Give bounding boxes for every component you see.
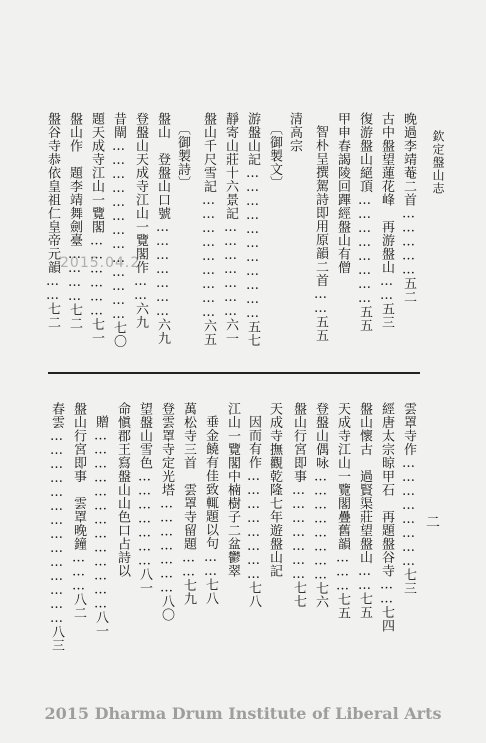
toc-page-number: 五七 [245,320,260,347]
toc-page-number: 六五 [201,319,216,346]
toc-page-number: 六九 [133,302,148,329]
toc-entry-title: 天成寺撫觀乾隆七年遊盤山記 [267,402,282,578]
toc-leader-dots: …… [45,274,60,302]
toc-leader-dots: ……………… [89,233,104,318]
toc-page-number: 五二 [401,276,416,304]
toc-entry [336,112,349,274]
footer-watermark: 2015 Dharma Drum Institute of Liberal Arts [44,704,442,723]
toc-page-number: 八三 [49,625,64,652]
toc-entry-title: 〔御製詩〕 [175,122,190,190]
toc-entry-title: 垂金饒有佳致輒題以句 [203,415,218,550]
toc-page-number: 七七 [291,581,306,608]
toc-entry-title: 清高宗 [287,112,302,153]
toc-entry [116,402,129,578]
toc-entry-title: 題天成寺江山一覽閣 [89,112,104,234]
toc-entry-title: 天成寺江山一覽閣疊舊韻 [335,402,350,551]
toc-entry-title: 昔閘 [111,112,126,139]
toc-leader-dots: ………………… [291,483,306,581]
toc-entry [176,122,189,190]
toc-page-number: 七〇 [111,321,126,348]
toc-entry-title: 復游盤山絕頂 [357,112,372,193]
toc-entry [358,402,371,619]
toc-entry [247,415,260,608]
toc-entry-title: 望盤山雪色 [137,402,152,470]
toc-entry-title: 盤山作 題李靖舞劍臺 [67,112,82,247]
toc-entry [72,402,85,620]
toc-page-number: 七五 [357,592,372,619]
toc-entry-title: 贈 [93,415,108,429]
toc-entry [314,402,327,609]
date-stamp-watermark: 2015.04.2 [60,255,141,271]
toc-leader-dots: …… [379,274,394,302]
toc-leader-dots: …… [203,550,218,578]
toc-leader-dots: …… [181,550,196,579]
toc-entry-title: 盤谷寺恭依皇祖仁皇帝元韻 [45,112,60,274]
toc-entry [314,125,327,342]
toc-leader-dots: ………………… [223,220,238,318]
toc-leader-dots: ………………………………… [93,428,108,611]
toc-page-number: 五三 [379,302,394,329]
toc-entry-title: 古中盤望蓮花峰 再游盤山 [379,112,394,274]
toc-page-number: 六九 [155,318,170,345]
toc-leader-dots: …………………………… [245,166,260,320]
toc-entry [246,112,259,347]
toc-leader-dots: …… [357,564,372,592]
toc-leader-dots: ………………… [159,496,174,595]
toc-page-number: 七四 [379,605,394,633]
toc-entry-title: 游盤山記 [245,112,260,166]
toc-page-number: 七六 [313,581,328,609]
toc-entry-title: 盤山千尺雪記 [201,112,216,193]
toc-entry-title: 萬松寺三首 雲罩寺留題 [181,402,196,551]
toc-entry [358,112,371,332]
toc-entry [156,112,169,345]
toc-entry-title: 晚過李靖菴二首 [401,112,416,207]
toc-entry [50,402,63,652]
toc-page-number: 七八 [203,578,218,605]
toc-leader-dots: …… [313,287,328,315]
toc-entry [292,402,305,608]
toc-leader-dots: …… [133,274,148,302]
toc-leader-dots: …………………… [357,193,372,305]
toc-entry-title: 登盤山偶咏 [313,402,328,470]
book-title: 欽定盤山志 [431,130,445,195]
toc-entry-title: 甲申春謁陵回蹕經盤山有僧 [335,112,350,274]
toc-entry-title: 春雲 [49,402,64,429]
toc-entry [226,402,239,578]
toc-entry [202,112,215,346]
toc-entry-title: 因而有作 [246,415,261,469]
toc-leader-dots: …… [379,577,394,606]
toc-entry [402,402,415,595]
toc-entry-title: 命愼郡王寫盤山山色口占詩以 [115,402,130,578]
toc-entry-title: 靜寄山莊十六景記 [223,112,238,220]
toc-entry [204,415,217,605]
toc-entry-title: 經唐太宗晾甲石 再題盤谷寺 [379,402,394,578]
section-divider [48,372,420,374]
toc-page-number: 六一 [223,318,238,345]
toc-entry-title: 智朴呈撰駕詩即用原韻二首 [313,125,328,287]
toc-page-number: 八一 [93,610,108,638]
toc-entry [46,112,59,329]
toc-page-number: 七八 [246,581,261,608]
toc-entry [160,402,173,622]
toc-leader-dots: …………………… [313,469,328,582]
toc-entry [380,402,393,633]
toc-leader-dots: ………………… [155,220,170,318]
toc-page-number: 七二 [67,303,82,330]
toc-entry [288,112,301,153]
toc-leader-dots: ……………………… [201,193,216,319]
toc-entry [138,402,151,595]
toc-leader-dots: …………………… [401,456,416,568]
toc-entry [94,415,107,638]
toc-entry-title: 盤山 登盤山口號 [155,112,170,220]
toc-page-number: 八一 [137,567,152,595]
toc-entry [134,112,147,329]
toc-page-number: 五五 [357,305,372,332]
toc-leader-dots: ……… [71,550,86,593]
toc-leader-dots: ……… [335,550,350,593]
toc-entry-title: 〔御製文〕 [267,122,282,190]
toc-leader-dots: ………………………………… [111,139,126,321]
toc-page-number: 七九 [181,578,196,606]
toc-entry-title: 盤山懷古 過賢渠莊望盤山 [357,402,372,564]
toc-leader-dots: ………… [67,247,82,303]
toc-entry [268,122,281,190]
toc-page-number: 八〇 [159,594,174,622]
toc-entry [68,112,81,330]
toc-page-number: 七一 [89,317,104,345]
toc-leader-dots: …………………… [246,469,261,581]
toc-page-number: 七五 [335,592,350,620]
toc-entry-title: 登盤山天成寺江山一覽閣作 [133,112,148,274]
toc-entry-title: 雲罩寺作 [401,402,416,456]
toc-leader-dots: …………………………………… [49,429,64,625]
toc-page-number: 八二 [71,592,86,620]
toc-entry [268,402,281,578]
toc-entry [402,112,415,304]
toc-page-number: 七三 [401,568,416,595]
toc-entry [90,112,103,345]
toc-entry-title: 登雲罩寺定光塔 [159,402,174,497]
toc-entry-title: 江山一覽閣中楠樹子二盆鬱翠 [225,402,240,578]
toc-entry [182,402,195,606]
toc-entry [112,112,125,348]
toc-entry [224,112,237,345]
toc-entry [336,402,349,620]
toc-entry [380,112,393,329]
toc-page-number: 五五 [313,315,328,342]
toc-leader-dots: …………… [401,206,416,277]
toc-entry-title: 盤山行宮即事 [291,402,306,483]
toc-page-number: 七二 [45,302,60,329]
toc-entry-title: 盤山行宮即事 雲罩晚鐘 [71,402,86,551]
page-number: 二 [426,515,440,531]
toc-leader-dots: ………………… [137,469,152,568]
